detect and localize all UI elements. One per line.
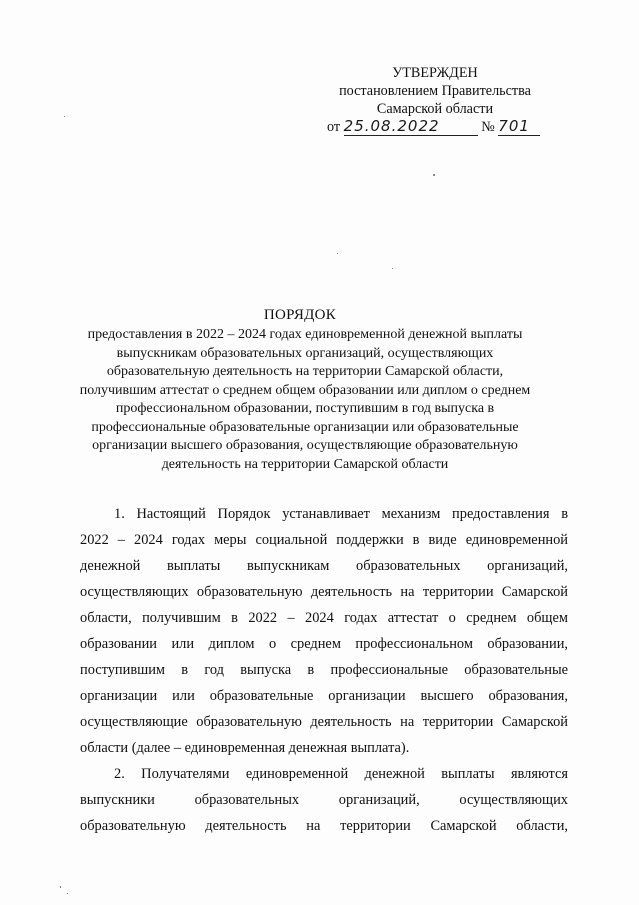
handwritten-number: 701 xyxy=(498,117,530,135)
paragraph-1-line: 2022 – 2024 годах меры социальной поддержки в виде единовременной xyxy=(80,532,568,548)
paragraph-1-line: области (далее – единовременная денежная выплата). xyxy=(80,740,410,756)
paragraph-1-line: денежной выплаты выпускникам образовательных организаций, xyxy=(80,558,568,574)
approval-date-number-row xyxy=(327,118,548,136)
paragraph-1-line: области, получившим в 2022 – 2024 годах аттестат о среднем общем xyxy=(80,610,568,626)
date-field xyxy=(344,119,478,136)
paragraph-2-line: 2. Получателями единовременной денежной выплаты являются xyxy=(114,766,568,782)
subtitle-line: организации высшего образования, осуществляющие образовательную xyxy=(92,438,518,453)
date-prefix: от xyxy=(327,119,341,135)
paragraph-1-line: осуществляющие образовательную деятельность на территории Самарской xyxy=(80,714,568,730)
paragraph-1-line: поступившим в год выпуска в профессиональные образовательные xyxy=(80,662,568,678)
paragraph-1-line: осуществляющих образовательную деятельность на территории Самарской xyxy=(80,584,568,600)
subtitle-line: профессиональные образовательные организации или образовательные xyxy=(91,419,519,435)
scan-speck xyxy=(60,886,61,888)
approval-heading: УТВЕРЖДЕН xyxy=(392,65,478,81)
document-subtitle xyxy=(70,326,540,474)
approval-line-resolution: постановлением Правительства xyxy=(339,83,531,99)
scan-speck xyxy=(64,116,65,117)
paragraph-1-line: 1. Настоящий Порядок устанавливает механизм предоставления в xyxy=(114,506,568,522)
subtitle-line: деятельность на территории Самарской области xyxy=(161,456,449,472)
scan-speck xyxy=(433,174,435,176)
scan-speck xyxy=(392,268,393,269)
approval-line-region: Самарской области xyxy=(376,101,494,117)
scan-speck xyxy=(337,253,338,254)
subtitle-line: образовательную деятельность на территории Самарской области, xyxy=(106,364,504,379)
subtitle-line: получившим аттестат о среднем общем образовании или диплом о среднем xyxy=(79,382,531,398)
handwritten-date: 25.08.2022 xyxy=(343,117,440,135)
scan-speck xyxy=(67,893,68,894)
paragraph-2-line: образовательную деятельность на территории Самарской области, xyxy=(80,818,568,834)
subtitle-line: профессиональном образовании, поступившим в год выпуска в xyxy=(115,401,495,416)
number-field xyxy=(498,119,540,136)
subtitle-line: предоставления в 2022 – 2024 годах единовременной денежной выплаты xyxy=(87,327,523,342)
approval-stamp xyxy=(322,64,548,136)
paragraph-2-line: выпускники образовательных организаций, осуществляющих xyxy=(80,792,568,808)
paragraph-1-line: образовании или диплом о среднем профессиональном образовании, xyxy=(80,636,568,652)
paragraph-1-line: организации или образовательные организации высшего образования, xyxy=(80,688,568,704)
document-title: ПОРЯДОК xyxy=(263,307,337,323)
number-label: № xyxy=(481,119,495,135)
subtitle-line: выпускникам образовательных организаций, осуществляющих xyxy=(116,345,494,361)
